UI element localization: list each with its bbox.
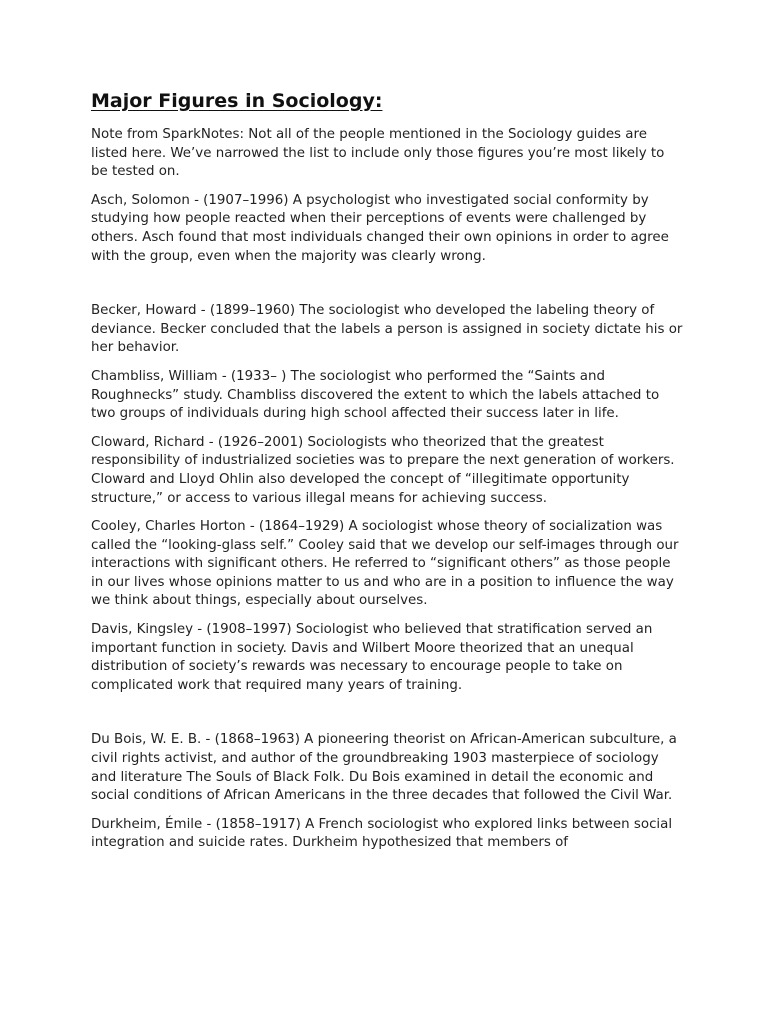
page-title: Major Figures in Sociology: [91, 90, 383, 112]
entry-davis: Davis, Kingsley - (1908–1997) Sociologist who believed that stratification served an important function in society. Davis and Wilbert Moore theorized that an unequal distribution of society’s rewards was necessary to encourage people to take on complicated work that required many years of training. [91, 622, 653, 693]
entry-cloward: Cloward, Richard - (1926–2001) Sociologists who theorized that the greatest responsibility of industrialized societies was to prepare the next generation of workers. Cloward and Lloyd Ohlin also developed the concept of “illegitimate opportunity structure,” or access to various illegal means for achieving success. [91, 434, 675, 506]
entry-cooley: Cooley, Charles Horton - (1864–1929) A sociologist whose theory of socialization was called the “looking-glass self.” Cooley said that we develop our self-images through our interactions with significant others. He referred to “significant others” as those people in our lives whose opinions matter to us and who are in a position to influence the way we think about things, especially about ourselves. [91, 519, 679, 609]
entry-becker: Becker, Howard - (1899–1960) The sociologist who developed the labeling theory of deviance. Becker concluded that the labels a person is assigned in society dictate his or her behavior. [91, 303, 683, 356]
entry-du-bois: Du Bois, W. E. B. - (1868–1963) A pioneering theorist on African-American subculture, a civil rights activist, and author of the groundbreaking 1903 masterpiece of sociology and literature The Souls of Black Folk. Du Bois examined in detail the economic and social conditions of African Americans in the three decades that followed the Civil War. [91, 732, 677, 804]
entry-chambliss: Chambliss, William - (1933– ) The sociologist who performed the “Saints and Roughnecks” study. Chambliss discovered the extent to which the labels attached to two groups of individuals during high school affected their success later in life. [91, 368, 660, 422]
document-body [91, 88, 683, 863]
sparknotes-note: Note from SparkNotes: Not all of the people mentioned in the Sociology guides are listed here. We’ve narrowed the list to include only those figures you’re most likely to be tested on. [91, 127, 665, 180]
entry-asch: Asch, Solomon - (1907–1996) A psychologist who investigated social conformity by studying how people reacted when their perceptions of events were challenged by others. Asch found that most individuals changed their own opinions in order to agree with the group, even when the majority was clearly wrong. [91, 192, 669, 264]
entry-durkheim: Durkheim, Émile - (1858–1917) A French sociologist who explored links between social integration and suicide rates. Durkheim hypothesized that members of [91, 816, 673, 851]
